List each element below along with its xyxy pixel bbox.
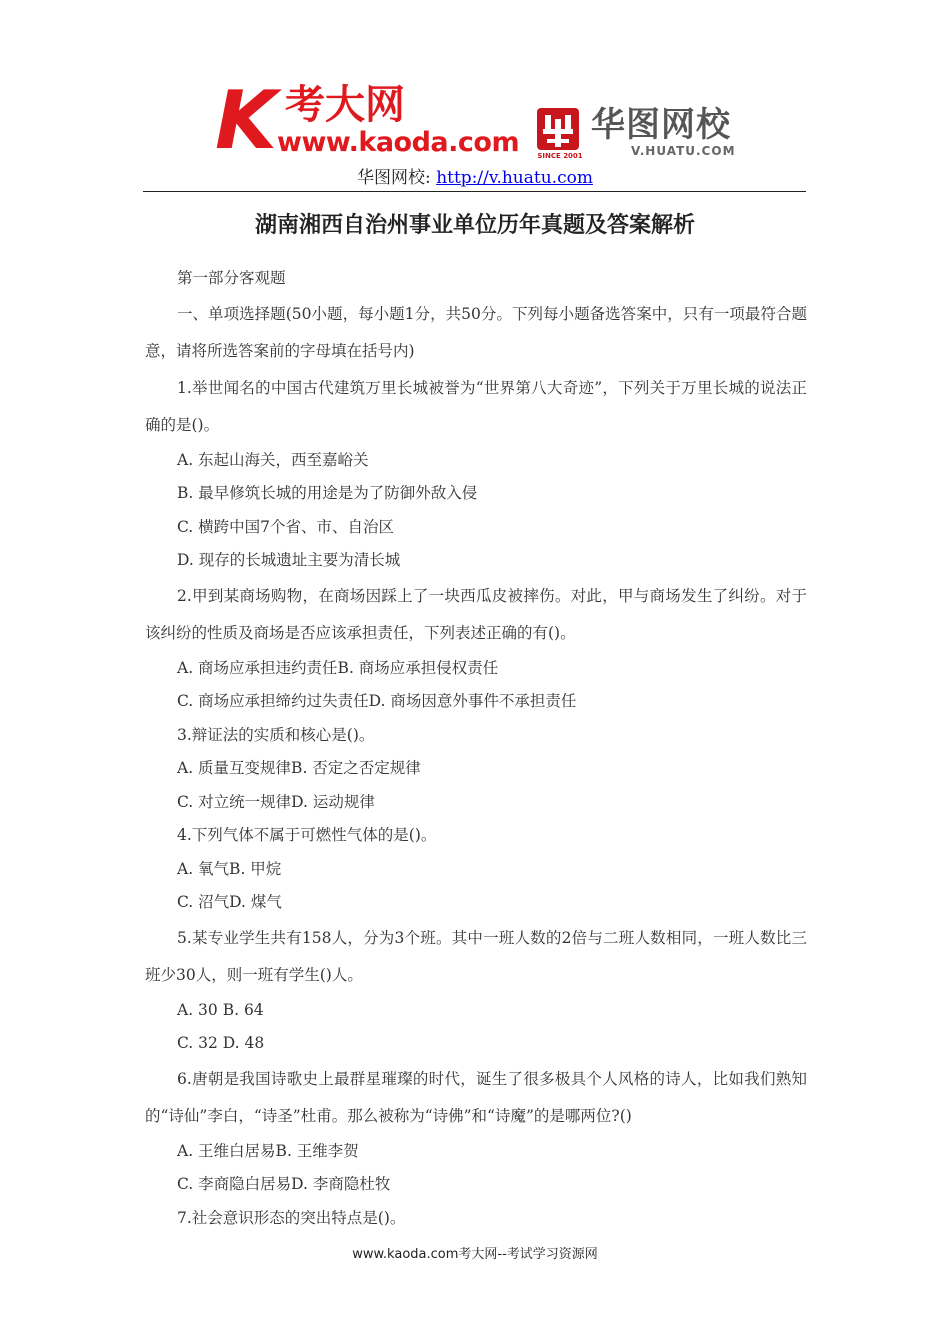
question-6-options-ab: A. 王维白居易B. 王维李贺 xyxy=(177,1141,359,1160)
question-2: 2.甲到某商场购物，在商场因踩上了一块西瓜皮被摔伤。对此，甲与商场发生了纠纷。对于该纠纷的性质及商场是否应该承担责任，下列表述正确的有()。 xyxy=(145,586,807,642)
question-1-option-d: D. 现存的长城遗址主要为清长城 xyxy=(177,551,401,569)
kaoda-k-mark: K xyxy=(215,74,273,167)
instructions-paragraph: 一、单项选择题(50小题，每小题1分，共50分。下列每小题备选答案中，只有一项最符合题意，请将所选答案前的字母填在括号内) xyxy=(145,304,807,360)
huatu-logo-domain: V.HUATU.COM xyxy=(631,144,736,158)
site-label: 华图网校: xyxy=(357,168,431,188)
huatu-logo-name: 华图网校 xyxy=(591,105,731,145)
huatu-logo[interactable] xyxy=(535,106,765,162)
page-footer: www.kaoda.com考大网--考试学习资源网 xyxy=(352,1247,598,1262)
question-6: 6.唐朝是我国诗歌史上最群星璀璨的时代，诞生了很多极具个人风格的诗人，比如我们熟知的“诗仙”李白，“诗圣”杜甫。那么被称为“诗佛”和“诗魔”的是哪两位?() xyxy=(145,1069,807,1125)
question-3-options-ab: A. 质量互变规律B. 否定之否定规律 xyxy=(177,759,421,777)
question-2-options-ab: A. 商场应承担违约责任B. 商场应承担侵权责任 xyxy=(177,658,499,677)
document-body xyxy=(145,262,807,1235)
question-1-option-c: C. 横跨中国7个省、市、自治区 xyxy=(177,517,395,536)
question-5-options-cd: C. 32 D. 48 xyxy=(177,1034,265,1052)
question-6-options-cd: C. 李商隐白居易D. 李商隐杜牧 xyxy=(177,1175,391,1193)
document-title: 湖南湘西自治州事业单位历年真题及答案解析 xyxy=(254,213,695,238)
huatu-since: SINCE 2001 xyxy=(537,152,583,160)
section-heading: 第一部分客观题 xyxy=(177,269,286,287)
question-7: 7.社会意识形态的突出特点是()。 xyxy=(177,1208,406,1227)
question-3: 3.辩证法的实质和核心是()。 xyxy=(177,725,375,744)
header-divider xyxy=(143,191,806,192)
site-link[interactable]: http://v.huatu.com xyxy=(436,168,593,188)
question-3-options-cd: C. 对立统一规律D. 运动规律 xyxy=(177,792,375,811)
site-line xyxy=(0,167,950,189)
question-1: 1.举世闻名的中国古代建筑万里长城被誉为“世界第八大奇迹”，下列关于万里长城的说法正确的是()。 xyxy=(145,378,807,434)
question-1-option-b: B. 最早修筑长城的用途是为了防御外敌入侵 xyxy=(177,484,478,502)
question-4: 4.下列气体不属于可燃性气体的是()。 xyxy=(177,826,437,844)
question-5-options-ab: A. 30 B. 64 xyxy=(177,1000,264,1019)
question-4-options-ab: A. 氧气B. 甲烷 xyxy=(177,859,282,878)
kaoda-logo-url: www.kaoda.com xyxy=(277,127,520,158)
question-1-option-a: A. 东起山海关，西至嘉峪关 xyxy=(177,450,369,469)
question-2-options-cd: C. 商场应承担缔约过失责任D. 商场因意外事件不承担责任 xyxy=(177,692,577,710)
question-4-options-cd: C. 沼气D. 煤气 xyxy=(177,893,282,911)
page-header xyxy=(0,0,950,195)
question-5: 5.某专业学生共有158人，分为3个班。其中一班人数的2倍与二班人数相同，一班人数比三班少30人，则一班有学生()人。 xyxy=(145,928,807,984)
kaoda-logo-title: 考大网 xyxy=(285,82,405,128)
kaoda-logo[interactable] xyxy=(215,74,535,167)
